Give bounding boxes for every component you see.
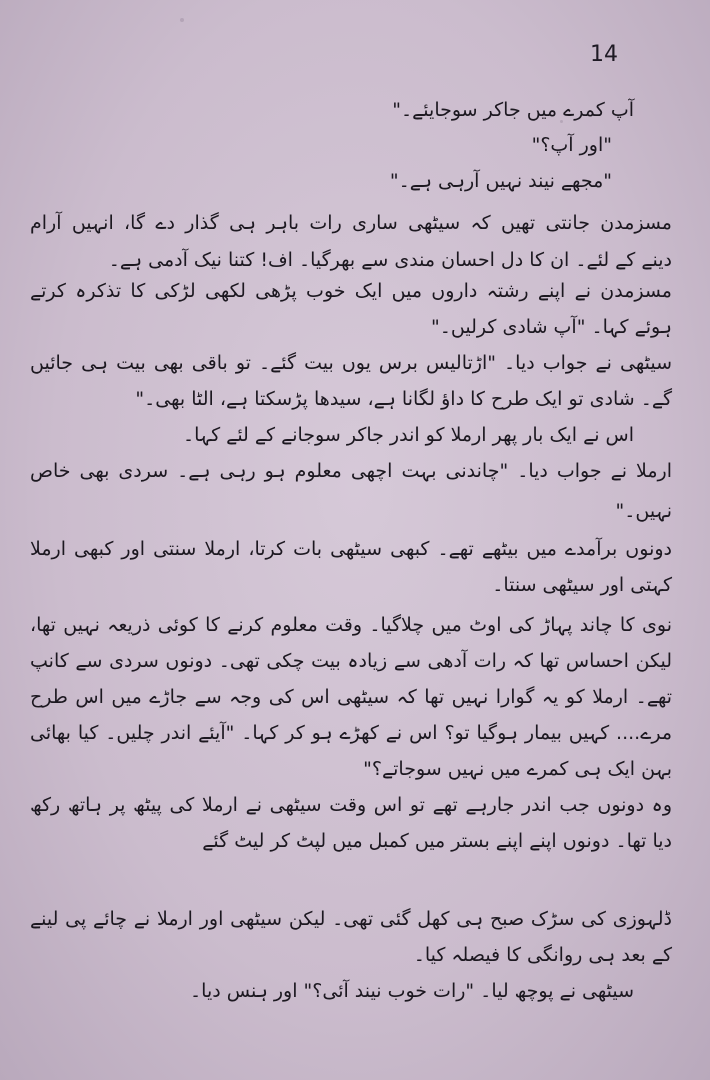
text-line: ہوئے کہا۔ "آپ شادی کرلیں۔"	[431, 316, 672, 338]
text-line: مسزمدن نے اپنے رشتہ داروں میں ایک خوب پڑھی لکھی لڑکی کا تذکرہ کرتے	[30, 280, 672, 302]
text-line: "مجھے نیند نہیں آرہی ہے۔"	[389, 170, 612, 192]
text-line: مسزمدن جانتی تھیں کہ سیٹھی ساری رات باہر ہی گذار دے گا، انہیں آرام	[30, 212, 672, 234]
text-line: وہ دونوں جب اندر جارہے تھے تو اس وقت سیٹھی نے ارملا کی پیٹھ پر ہاتھ رکھ	[30, 794, 672, 816]
text-line: ڈلہوزی کی سڑک صبح ہی کھل گئی تھی۔ لیکن سیٹھی اور ارملا نے چائے پی لینے	[30, 908, 672, 930]
text-line: ارملا نے جواب دیا۔ "چاندنی بہت اچھی معلوم ہو رہی ہے۔ سردی بھی خاص	[30, 460, 672, 482]
text-line: مرے.... کہیں بیمار ہوگیا تو؟ اس نے کھڑے ہو کر کہا۔ "آیئے اندر چلیں۔ کیا بھائی	[30, 722, 672, 744]
text-line: کے بعد ہی روانگی کا فیصلہ کیا۔	[413, 944, 672, 966]
text-line: آپ کمرے میں جاکر سوجایئے۔"	[392, 99, 634, 121]
text-line: تھے۔ ارملا کو یہ گوارا نہیں تھا کہ سیٹھی اس کی وجہ سے جاڑے میں اس طرح	[30, 686, 672, 708]
page-number: 14	[590, 42, 618, 67]
text-line: بہن ایک ہی کمرے میں نہیں سوجاتے؟"	[363, 758, 672, 780]
paper-speck	[180, 18, 184, 22]
text-line: دینے کے لئے۔ ان کا دل احسان مندی سے بھرگیا۔ اف! کتنا نیک آدمی ہے۔	[108, 249, 672, 271]
text-line: "اور آپ؟"	[531, 134, 612, 156]
text-line: کہتی اور سیٹھی سنتا۔	[492, 574, 672, 596]
text-line: لیکن احساس تھا کہ رات آدھی سے زیادہ بیت چکی تھی۔ دونوں سردی سے کانپ	[30, 650, 672, 672]
text-line: سیٹھی نے پوچھ لیا۔ "رات خوب نیند آئی؟" اور ہنس دیا۔	[190, 980, 634, 1002]
text-line: نوی کا چاند پہاڑ کی اوٹ میں چلاگیا۔ وقت معلوم کرنے کا کوئی ذریعہ نہیں تھا،	[30, 614, 672, 636]
text-line: اس نے ایک بار پھر ارملا کو اندر جاکر سوجانے کے لئے کہا۔	[183, 424, 634, 446]
text-line: دیا تھا۔ دونوں اپنے اپنے بستر میں کمبل میں لپٹ کر لیٹ گئے	[202, 830, 672, 852]
text-line: گے۔ شادی تو ایک طرح کا داؤ لگانا ہے، سیدھا پڑسکتا ہے، الٹا بھی۔"	[135, 388, 672, 410]
text-line: دونوں برآمدے میں بیٹھے تھے۔ کبھی سیٹھی بات کرتا، ارملا سنتی اور کبھی ارملا	[30, 538, 672, 560]
text-line: نہیں۔"	[615, 500, 672, 522]
text-line: سیٹھی نے جواب دیا۔ "اڑتالیس برس یوں بیت گئے۔ تو باقی بھی بیت ہی جائیں	[30, 352, 672, 374]
